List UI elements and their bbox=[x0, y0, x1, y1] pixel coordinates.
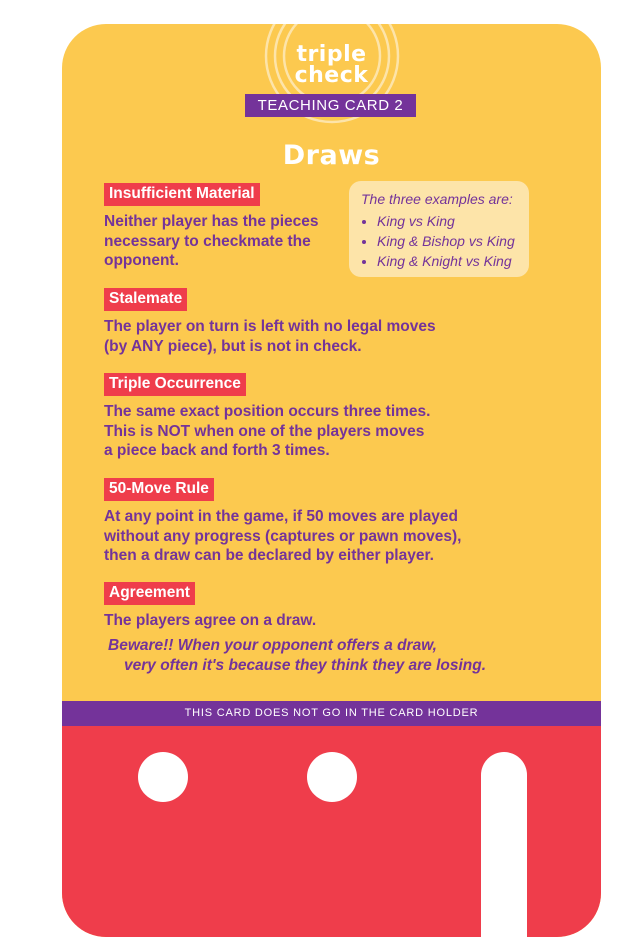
teaching-card bbox=[62, 24, 601, 937]
section-line: opponent. bbox=[104, 252, 179, 269]
examples-intro: The three examples are: bbox=[361, 191, 513, 207]
logo bbox=[62, 44, 601, 86]
punch-hole-left bbox=[138, 752, 188, 802]
section-body bbox=[104, 317, 436, 356]
section-line: At any point in the game, if 50 moves are played bbox=[104, 508, 459, 525]
card-label: TEACHING CARD 2 bbox=[245, 94, 416, 117]
section-body bbox=[104, 212, 319, 271]
section-body bbox=[104, 611, 316, 631]
examples-box bbox=[349, 181, 529, 277]
punch-hole-center bbox=[307, 752, 357, 802]
beware-line-2: very often it's because they think they are losing. bbox=[124, 657, 487, 674]
section-line: (by ANY piece), but is not in check. bbox=[104, 337, 362, 355]
section-line: Neither player has the pieces bbox=[104, 213, 319, 230]
section-50-move-rule bbox=[104, 478, 461, 566]
section-body bbox=[104, 402, 430, 461]
page-title: Draws bbox=[282, 140, 381, 171]
section-body bbox=[104, 507, 461, 566]
section-line: then a draw can be declared by either player. bbox=[104, 547, 434, 564]
section-label: Insufficient Material bbox=[104, 183, 260, 206]
section-label: Agreement bbox=[104, 582, 195, 605]
section-label: Triple Occurrence bbox=[104, 373, 246, 396]
section-agreement bbox=[104, 582, 316, 631]
section-line: a piece back and forth 3 times. bbox=[104, 442, 330, 459]
section-line: The player on turn is left with no legal moves bbox=[104, 318, 436, 335]
beware-lead: Beware!! bbox=[108, 637, 174, 654]
example-item: • King vs King bbox=[377, 211, 529, 231]
beware-line-1: When your opponent offers a draw, bbox=[173, 637, 437, 654]
logo-line-2: check bbox=[294, 63, 369, 88]
section-insufficient-material bbox=[104, 183, 319, 271]
section-label: Stalemate bbox=[104, 288, 187, 311]
section-line: This is NOT when one of the players moves bbox=[104, 422, 425, 440]
example-item: • King & Bishop vs King bbox=[377, 231, 529, 251]
section-line: without any progress (captures or pawn moves), bbox=[104, 527, 462, 545]
section-line: necessary to checkmate the bbox=[104, 232, 311, 250]
beware-note bbox=[108, 636, 486, 676]
examples-list bbox=[361, 211, 529, 271]
logo-line-1: triple bbox=[296, 42, 367, 67]
section-line: The same exact position occurs three times. bbox=[104, 403, 431, 420]
section-triple-occurrence bbox=[104, 373, 430, 461]
card-holder-notice: THIS CARD DOES NOT GO IN THE CARD HOLDER bbox=[62, 701, 601, 726]
card-slot bbox=[481, 752, 527, 937]
section-line: The players agree on a draw. bbox=[104, 612, 317, 629]
section-stalemate bbox=[104, 288, 436, 356]
section-label: 50-Move Rule bbox=[104, 478, 214, 501]
example-item: • King & Knight vs King bbox=[377, 251, 529, 271]
